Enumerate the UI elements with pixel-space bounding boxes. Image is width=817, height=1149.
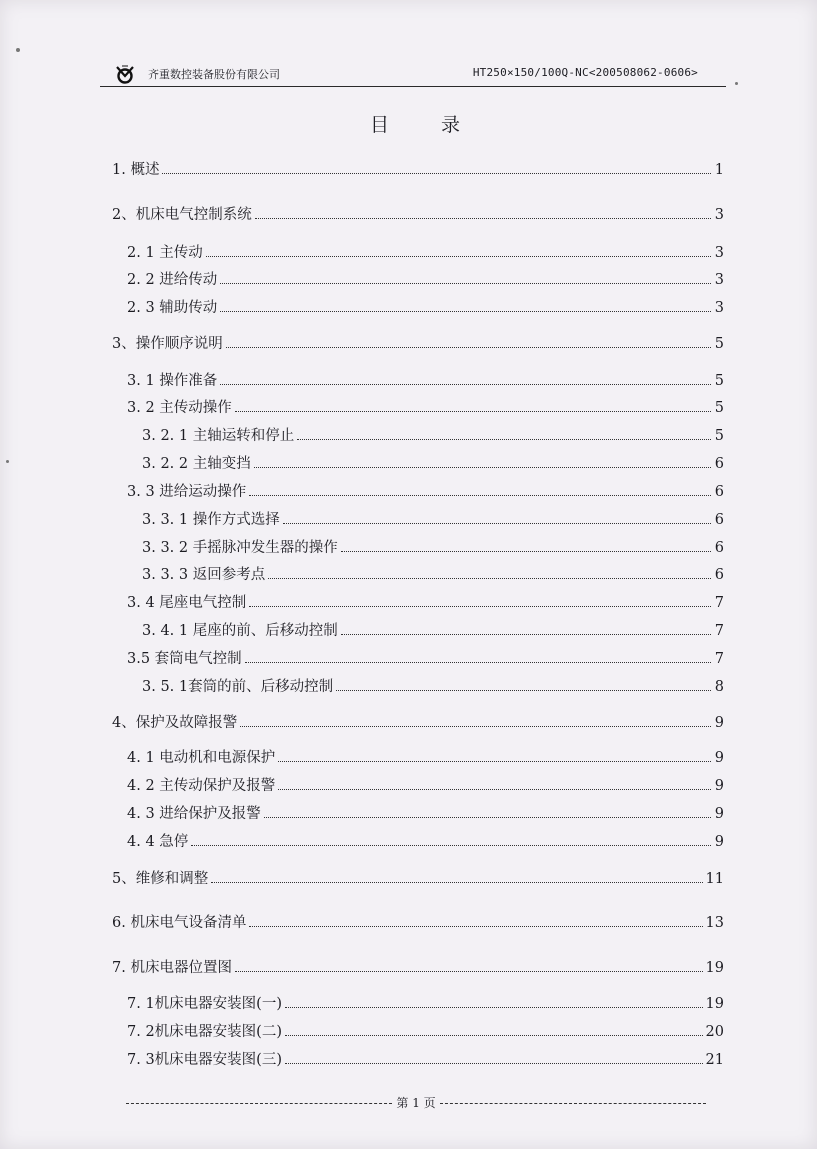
toc-entry-title: 1. 概述 xyxy=(112,162,160,178)
toc-entry-page: 5 xyxy=(714,336,724,352)
toc-dot-leader xyxy=(226,346,711,348)
toc-dot-leader xyxy=(191,844,711,846)
toc-entry-page: 7 xyxy=(714,595,724,611)
toc-entry-page: 6 xyxy=(714,512,724,528)
toc-entry-title: 4. 2 主传动保护及报警 xyxy=(127,778,276,794)
scan-speck xyxy=(6,460,9,463)
toc-entry-page: 6 xyxy=(714,456,724,472)
toc-entry-page: 9 xyxy=(714,715,724,731)
toc-entry xyxy=(112,711,724,731)
toc-dot-leader xyxy=(254,466,711,468)
toc-entry-page: 1 xyxy=(714,162,724,178)
toc-entry xyxy=(142,619,724,639)
page-header xyxy=(100,62,726,87)
toc-entry-page: 3 xyxy=(714,245,724,261)
toc-dot-leader xyxy=(249,605,711,607)
toc-entry-title: 3. 3. 1 操作方式选择 xyxy=(142,512,280,528)
company-name: 齐重数控装备股份有限公司 xyxy=(148,68,280,81)
toc-entry-title: 4. 1 电动机和电源保护 xyxy=(127,750,276,766)
toc-entry-title: 2. 3 辅助传动 xyxy=(127,300,218,316)
toc-dot-leader xyxy=(285,1006,703,1008)
toc-entry xyxy=(127,746,724,766)
toc-entry xyxy=(142,536,724,556)
toc-entry-title: 4. 3 进给保护及报警 xyxy=(127,806,261,822)
toc-entry-title: 7. 2机床电器安装图(二) xyxy=(127,1024,282,1040)
toc-entry-page: 6 xyxy=(714,540,724,556)
toc-entry-page: 9 xyxy=(714,750,724,766)
toc-entry xyxy=(127,369,724,389)
scan-speck xyxy=(735,82,738,85)
toc-entry-page: 9 xyxy=(714,834,724,850)
toc-dot-leader xyxy=(206,255,711,257)
toc-dot-leader xyxy=(285,1062,703,1064)
toc-dot-leader xyxy=(341,633,711,635)
toc-entry-page: 13 xyxy=(705,915,724,931)
footer-page-number: 第 1 页 xyxy=(396,1095,436,1110)
toc-dot-leader xyxy=(249,494,711,496)
toc-entry-page: 7 xyxy=(714,623,724,639)
toc-entry xyxy=(127,774,724,794)
toc-entry xyxy=(142,508,724,528)
toc-entry-page: 8 xyxy=(714,679,724,695)
toc-entry xyxy=(142,424,724,444)
toc-entry-title: 3. 3. 3 返回参考点 xyxy=(142,567,266,583)
toc-entry xyxy=(112,203,724,223)
toc-entry-page: 19 xyxy=(705,996,724,1012)
toc-dot-leader xyxy=(220,282,711,284)
toc-entry xyxy=(127,830,724,850)
footer-rule-right xyxy=(440,1103,706,1104)
toc-entry-title: 3. 1 操作准备 xyxy=(127,373,218,389)
toc-dot-leader xyxy=(285,1034,703,1036)
toc-entry-page: 5 xyxy=(714,428,724,444)
toc-dot-leader xyxy=(162,172,711,174)
toc-dot-leader xyxy=(278,788,711,790)
toc-entry xyxy=(127,396,724,416)
toc-entry-title: 3. 2. 2 主轴变挡 xyxy=(142,456,251,472)
toc-entry-title: 4、保护及故障报警 xyxy=(112,715,238,731)
toc-entry-page: 20 xyxy=(705,1024,724,1040)
toc-entry-title: 4. 4 急停 xyxy=(127,834,189,850)
toc-entry-page: 7 xyxy=(714,651,724,667)
toc-dot-leader xyxy=(297,438,711,440)
toc-dot-leader xyxy=(245,661,711,663)
toc-entry-title: 2. 2 进给传动 xyxy=(127,272,218,288)
toc-entry xyxy=(142,452,724,472)
page-footer xyxy=(126,1094,706,1110)
toc-entry xyxy=(127,647,724,667)
toc-entry xyxy=(127,802,724,822)
scan-speck xyxy=(16,48,20,52)
toc-entry-title: 5、维修和调整 xyxy=(112,871,209,887)
toc-entry xyxy=(127,591,724,611)
toc-entry-title: 3. 2 主传动操作 xyxy=(127,400,232,416)
toc-dot-leader xyxy=(220,383,711,385)
toc-entry-page: 6 xyxy=(714,484,724,500)
toc-entry-page: 3 xyxy=(714,207,724,223)
toc-entry-page: 19 xyxy=(705,960,724,976)
toc-entry xyxy=(112,332,724,352)
toc-dot-leader xyxy=(341,550,711,552)
toc-dot-leader xyxy=(264,816,711,818)
document-number: HT250×150/100Q-NC<200508062-0606> xyxy=(472,66,698,79)
toc-dot-leader xyxy=(235,410,711,412)
toc-entry-title: 3.5 套筒电气控制 xyxy=(127,651,242,667)
toc-entry-page: 3 xyxy=(714,300,724,316)
toc-dot-leader xyxy=(278,760,711,762)
footer-rule-left xyxy=(126,1103,392,1104)
toc-entry xyxy=(127,992,724,1012)
toc-entry xyxy=(127,268,724,288)
toc-entry xyxy=(127,1048,724,1068)
toc-entry xyxy=(112,867,724,887)
toc-dot-leader xyxy=(211,881,702,883)
toc-entry xyxy=(112,158,724,178)
toc-entry-page: 11 xyxy=(705,871,724,887)
toc-dot-leader xyxy=(249,925,702,927)
toc-entry-title: 7. 3机床电器安装图(三) xyxy=(127,1052,282,1068)
toc-dot-leader xyxy=(268,577,711,579)
toc-dot-leader xyxy=(220,310,711,312)
toc-entry-title: 3. 2. 1 主轴运转和停止 xyxy=(142,428,295,444)
toc-entry xyxy=(142,563,724,583)
toc-entry xyxy=(142,675,724,695)
toc-entry-page: 6 xyxy=(714,567,724,583)
toc-dot-leader xyxy=(235,970,703,972)
toc-entry-title: 3. 4. 1 尾座的前、后移动控制 xyxy=(142,623,338,639)
toc-dot-leader xyxy=(336,689,711,691)
company-logo-icon xyxy=(114,64,138,84)
toc-entry-page: 5 xyxy=(714,373,724,389)
page-title: 目录 xyxy=(370,114,513,136)
toc-entry xyxy=(127,1020,724,1040)
toc-entry-title: 2. 1 主传动 xyxy=(127,245,203,261)
toc-entry-page: 5 xyxy=(714,400,724,416)
toc-entry xyxy=(112,911,724,931)
toc-entry-page: 21 xyxy=(705,1052,724,1068)
toc-entry-title: 3. 4 尾座电气控制 xyxy=(127,595,247,611)
toc-entry xyxy=(127,480,724,500)
toc-entry-title: 2、机床电气控制系统 xyxy=(112,207,252,223)
toc-dot-leader xyxy=(255,217,711,219)
toc-entry-page: 9 xyxy=(714,806,724,822)
toc-entry-title: 7. 机床电器位置图 xyxy=(112,960,232,976)
toc-dot-leader xyxy=(283,522,711,524)
toc-entry-page: 9 xyxy=(714,778,724,794)
toc-entry-title: 3. 3. 2 手摇脉冲发生器的操作 xyxy=(142,540,338,556)
toc-entry xyxy=(127,241,724,261)
toc-entry xyxy=(127,296,724,316)
toc-entry-title: 3. 5. 1套筒的前、后移动控制 xyxy=(142,679,334,695)
toc-entry-page: 3 xyxy=(714,272,724,288)
toc-dot-leader xyxy=(240,725,711,727)
toc-entry-title: 6. 机床电气设备清单 xyxy=(112,915,247,931)
toc-entry-title: 7. 1机床电器安装图(一) xyxy=(127,996,282,1012)
toc-entry xyxy=(112,956,724,976)
toc-entry-title: 3、操作顺序说明 xyxy=(112,336,223,352)
toc-entry-title: 3. 3 进给运动操作 xyxy=(127,484,247,500)
